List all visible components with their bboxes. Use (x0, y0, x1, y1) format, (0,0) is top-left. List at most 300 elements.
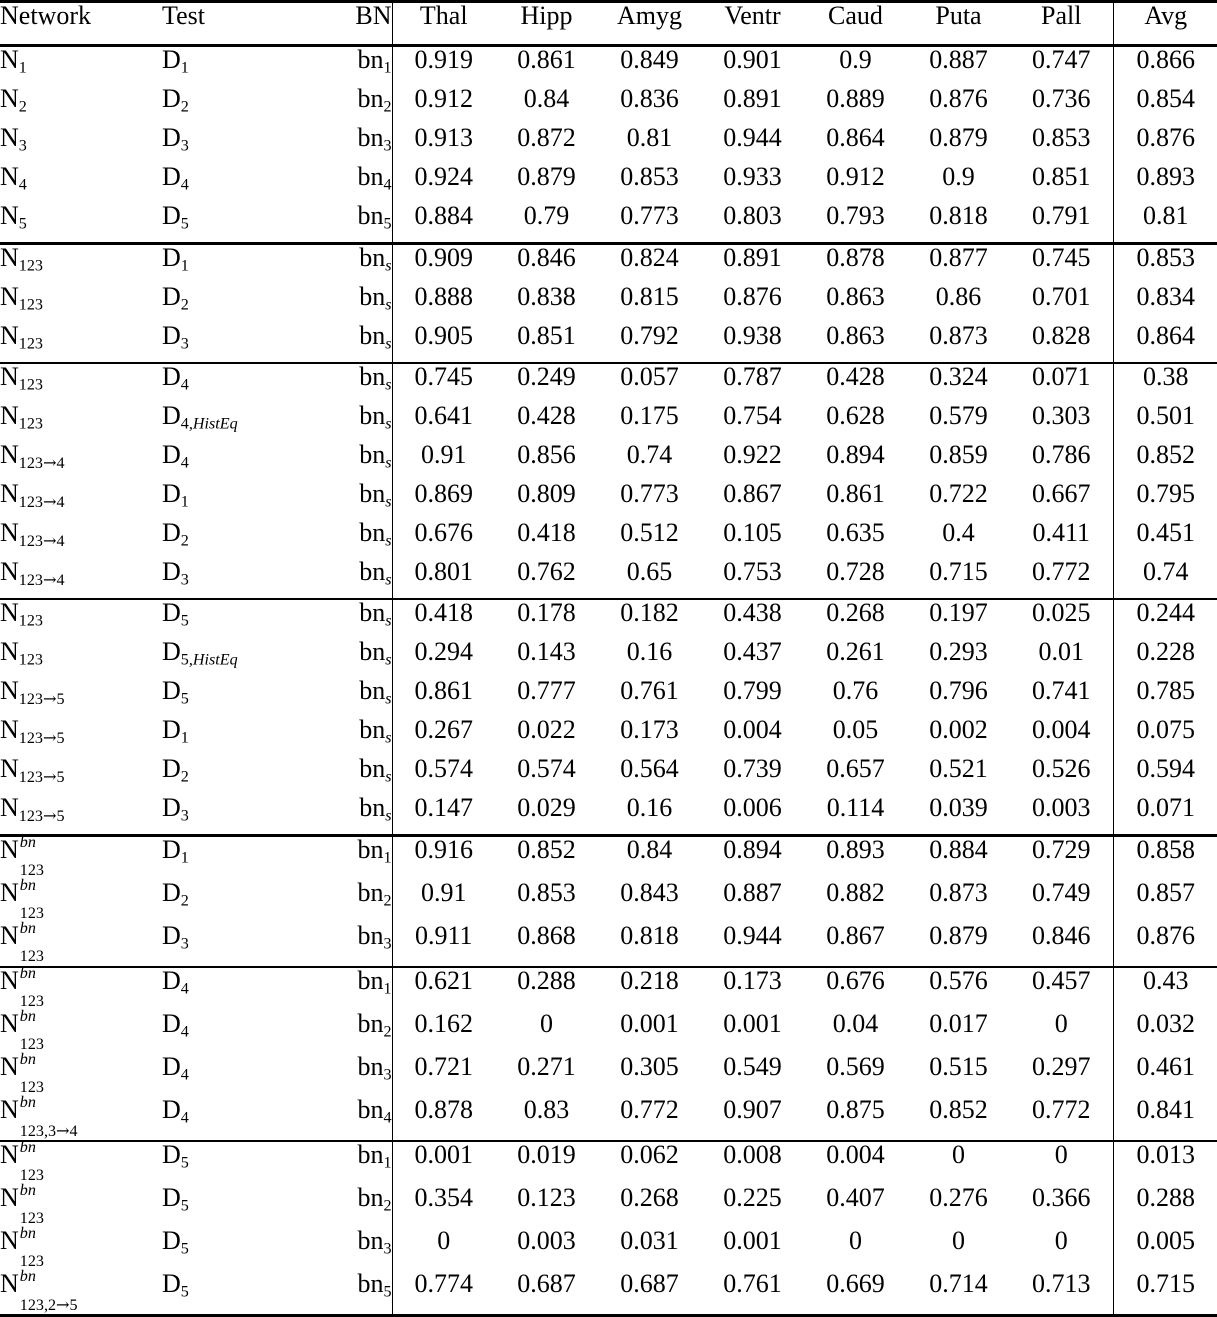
table-row (0, 1011, 1217, 1054)
cell-value-puta: 0.852 (907, 1097, 1010, 1141)
cell-network: $N_3$ (0, 125, 162, 164)
arrow-glyph: → (43, 453, 57, 472)
cell-value-caud: 0.863 (804, 284, 907, 323)
cell-value-ventr: 0.887 (701, 880, 804, 923)
cell-test: $D_4$ (162, 968, 312, 1011)
cell-value-avg: 0.075 (1113, 717, 1217, 756)
table-row (0, 203, 1217, 244)
table-row (0, 968, 1217, 1011)
cell-value-caud: 0.894 (804, 442, 907, 481)
cell-network: $N_{123}$ (0, 600, 162, 639)
cell-value-amyg: 0.173 (598, 717, 701, 756)
cell-bn: $bn_s$ (312, 639, 392, 678)
cell-value-puta: 0 (907, 1228, 1010, 1271)
cell-value-hipp: 0 (495, 1011, 598, 1054)
cell-value-avg: 0.876 (1113, 923, 1217, 967)
cell-value-avg: 0.244 (1113, 600, 1217, 639)
cell-value-ventr: 0.173 (701, 968, 804, 1011)
cell-value-puta: 0.887 (907, 47, 1010, 86)
cell-network: $N_{123\to 5}$ (0, 756, 162, 795)
cell-value-amyg: 0.818 (598, 923, 701, 967)
cell-value-pall: 0 (1010, 1228, 1113, 1271)
cell-network: $N_4$ (0, 164, 162, 203)
cell-value-avg: 0.857 (1113, 880, 1217, 923)
column-header-caud: Caud (804, 3, 907, 46)
cell-bn: $bn_s$ (312, 323, 392, 363)
cell-bn: $bn_s$ (312, 403, 392, 442)
cell-value-thal: 0.916 (392, 837, 495, 880)
cell-value-puta: 0.039 (907, 795, 1010, 836)
cell-value-ventr: 0.891 (701, 245, 804, 284)
cell-value-caud: 0.05 (804, 717, 907, 756)
cell-value-thal: 0.162 (392, 1011, 495, 1054)
cell-value-hipp: 0.019 (495, 1142, 598, 1185)
cell-value-hipp: 0.79 (495, 203, 598, 244)
cell-value-puta: 0.722 (907, 481, 1010, 520)
cell-value-amyg: 0.687 (598, 1271, 701, 1316)
cell-value-hipp: 0.418 (495, 520, 598, 559)
table-row (0, 639, 1217, 678)
cell-bn: $bn_s$ (312, 756, 392, 795)
table-row (0, 1142, 1217, 1185)
table-row (0, 837, 1217, 880)
cell-value-avg: 0.501 (1113, 403, 1217, 442)
cell-value-amyg: 0.792 (598, 323, 701, 363)
cell-value-pall: 0.851 (1010, 164, 1113, 203)
cell-value-amyg: 0.65 (598, 559, 701, 599)
cell-test: $D_5$ (162, 1142, 312, 1185)
cell-value-amyg: 0.268 (598, 1185, 701, 1228)
cell-value-hipp: 0.851 (495, 323, 598, 363)
cell-test: $D_3$ (162, 323, 312, 363)
cell-value-pall: 0.526 (1010, 756, 1113, 795)
cell-value-hipp: 0.809 (495, 481, 598, 520)
cell-value-thal: 0 (392, 1228, 495, 1271)
cell-value-avg: 0.74 (1113, 559, 1217, 599)
cell-value-ventr: 0.907 (701, 1097, 804, 1141)
cell-value-hipp: 0.84 (495, 86, 598, 125)
cell-value-caud: 0.875 (804, 1097, 907, 1141)
cell-network: $N_{123}$ (0, 245, 162, 284)
cell-network: $N_{123}$ (0, 403, 162, 442)
cell-network: $N_{123\to 4}$ (0, 520, 162, 559)
cell-value-amyg: 0.74 (598, 442, 701, 481)
table-header-row (0, 3, 1217, 46)
cell-value-caud: 0.863 (804, 323, 907, 363)
cell-value-ventr: 0.006 (701, 795, 804, 836)
cell-value-amyg: 0.772 (598, 1097, 701, 1141)
table-row (0, 47, 1217, 86)
table-row (0, 1185, 1217, 1228)
cell-value-pall: 0.366 (1010, 1185, 1113, 1228)
cell-value-thal: 0.888 (392, 284, 495, 323)
cell-value-hipp: 0.872 (495, 125, 598, 164)
arrow-glyph: → (43, 806, 57, 825)
cell-value-hipp: 0.853 (495, 880, 598, 923)
cell-value-ventr: 0.901 (701, 47, 804, 86)
cell-value-pall: 0.747 (1010, 47, 1113, 86)
cell-value-puta: 0.876 (907, 86, 1010, 125)
cell-value-hipp: 0.029 (495, 795, 598, 836)
cell-value-thal: 0.418 (392, 600, 495, 639)
cell-value-thal: 0.147 (392, 795, 495, 836)
table-row (0, 559, 1217, 599)
cell-network: $N_{123\to 5}$ (0, 717, 162, 756)
cell-value-caud: 0.114 (804, 795, 907, 836)
cell-value-pall: 0.667 (1010, 481, 1113, 520)
cell-value-thal: 0.354 (392, 1185, 495, 1228)
cell-value-thal: 0.911 (392, 923, 495, 967)
cell-test: $D_2$ (162, 880, 312, 923)
cell-test: $D_2$ (162, 520, 312, 559)
cell-value-caud: 0.728 (804, 559, 907, 599)
cell-value-amyg: 0.031 (598, 1228, 701, 1271)
cell-value-puta: 0.877 (907, 245, 1010, 284)
cell-value-caud: 0.004 (804, 1142, 907, 1185)
cell-network: N bn 123 (0, 1054, 162, 1097)
cell-value-puta: 0.879 (907, 125, 1010, 164)
cell-network: N bn 123 (0, 1142, 162, 1185)
cell-value-amyg: 0.062 (598, 1142, 701, 1185)
cell-value-ventr: 0.001 (701, 1228, 804, 1271)
cell-test: $D_1$ (162, 481, 312, 520)
cell-value-ventr: 0.225 (701, 1185, 804, 1228)
cell-value-avg: 0.852 (1113, 442, 1217, 481)
cell-value-caud: 0.864 (804, 125, 907, 164)
cell-value-caud: 0.76 (804, 678, 907, 717)
column-header-pall: Pall (1010, 3, 1113, 46)
cell-value-pall: 0.071 (1010, 364, 1113, 403)
cell-value-amyg: 0.512 (598, 520, 701, 559)
cell-bn: $bn_s$ (312, 442, 392, 481)
cell-value-ventr: 0.001 (701, 1011, 804, 1054)
cell-value-amyg: 0.305 (598, 1054, 701, 1097)
cell-value-pall: 0.457 (1010, 968, 1113, 1011)
cell-value-thal: 0.676 (392, 520, 495, 559)
table-row (0, 795, 1217, 836)
cell-value-avg: 0.38 (1113, 364, 1217, 403)
cell-test: $D_5$ (162, 1185, 312, 1228)
table-row (0, 323, 1217, 363)
cell-value-pall: 0.772 (1010, 1097, 1113, 1141)
cell-value-hipp: 0.288 (495, 968, 598, 1011)
cell-value-caud: 0.635 (804, 520, 907, 559)
cell-bn: $bn_2$ (312, 1011, 392, 1054)
cell-bn: $bn_s$ (312, 795, 392, 836)
cell-value-caud: 0.893 (804, 837, 907, 880)
cell-value-hipp: 0.838 (495, 284, 598, 323)
cell-value-avg: 0.785 (1113, 678, 1217, 717)
cell-value-ventr: 0.891 (701, 86, 804, 125)
cell-value-puta: 0.017 (907, 1011, 1010, 1054)
cell-test: $D_2$ (162, 284, 312, 323)
cell-value-puta: 0.879 (907, 923, 1010, 967)
cell-value-hipp: 0.003 (495, 1228, 598, 1271)
table-row (0, 403, 1217, 442)
cell-value-avg: 0.854 (1113, 86, 1217, 125)
cell-network: $N_{123}$ (0, 364, 162, 403)
cell-bn: $bn_s$ (312, 520, 392, 559)
cell-bn: $bn_2$ (312, 880, 392, 923)
cell-bn: $bn_1$ (312, 47, 392, 86)
cell-value-amyg: 0.815 (598, 284, 701, 323)
cell-network: N bn 123 (0, 968, 162, 1011)
cell-value-thal: 0.91 (392, 442, 495, 481)
cell-value-caud: 0 (804, 1228, 907, 1271)
cell-test: $D_1$ (162, 47, 312, 86)
cell-value-amyg: 0.84 (598, 837, 701, 880)
cell-value-hipp: 0.143 (495, 639, 598, 678)
cell-value-avg: 0.005 (1113, 1228, 1217, 1271)
cell-value-hipp: 0.83 (495, 1097, 598, 1141)
cell-value-caud: 0.793 (804, 203, 907, 244)
cell-value-ventr: 0.008 (701, 1142, 804, 1185)
cell-value-amyg: 0.773 (598, 203, 701, 244)
cell-value-caud: 0.261 (804, 639, 907, 678)
cell-value-puta: 0.859 (907, 442, 1010, 481)
cell-value-avg: 0.071 (1113, 795, 1217, 836)
cell-value-caud: 0.628 (804, 403, 907, 442)
cell-value-thal: 0.574 (392, 756, 495, 795)
cell-value-pall: 0.01 (1010, 639, 1113, 678)
arrow-glyph: → (43, 689, 57, 708)
cell-value-avg: 0.288 (1113, 1185, 1217, 1228)
cell-value-pall: 0.741 (1010, 678, 1113, 717)
arrow-glyph: → (43, 492, 57, 511)
table-row (0, 1228, 1217, 1271)
table-row (0, 520, 1217, 559)
table-row (0, 880, 1217, 923)
cell-test: $D_3$ (162, 923, 312, 967)
column-header-test: Test (162, 3, 312, 46)
cell-bn: $bn_5$ (312, 203, 392, 244)
cell-value-amyg: 0.16 (598, 639, 701, 678)
cell-value-amyg: 0.843 (598, 880, 701, 923)
cell-value-avg: 0.43 (1113, 968, 1217, 1011)
cell-network: $N_2$ (0, 86, 162, 125)
cell-test: $D_4$ (162, 164, 312, 203)
cell-value-amyg: 0.057 (598, 364, 701, 403)
cell-value-pall: 0.828 (1010, 323, 1113, 363)
cell-test: $D_5$ (162, 1228, 312, 1271)
cell-value-hipp: 0.574 (495, 756, 598, 795)
cell-network: N bn 123 (0, 880, 162, 923)
cell-value-caud: 0.912 (804, 164, 907, 203)
cell-network: $N_{123}$ (0, 284, 162, 323)
cell-test: $D_4$ (162, 364, 312, 403)
cell-network: N bn 123,2→5 (0, 1271, 162, 1316)
cell-bn: $bn_s$ (312, 678, 392, 717)
cell-value-ventr: 0.933 (701, 164, 804, 203)
cell-network: $N_{123}$ (0, 323, 162, 363)
cell-value-puta: 0 (907, 1142, 1010, 1185)
cell-value-thal: 0.801 (392, 559, 495, 599)
cell-value-thal: 0.905 (392, 323, 495, 363)
arrow-glyph: → (56, 1295, 70, 1314)
cell-value-ventr: 0.803 (701, 203, 804, 244)
cell-value-hipp: 0.861 (495, 47, 598, 86)
cell-value-caud: 0.268 (804, 600, 907, 639)
cell-value-thal: 0.774 (392, 1271, 495, 1316)
table-row (0, 678, 1217, 717)
cell-test: $D_2$ (162, 756, 312, 795)
cell-value-ventr: 0.876 (701, 284, 804, 323)
cell-value-avg: 0.228 (1113, 639, 1217, 678)
cell-value-puta: 0.4 (907, 520, 1010, 559)
cell-value-avg: 0.594 (1113, 756, 1217, 795)
column-header-network: Network (0, 3, 162, 46)
cell-value-pall: 0.303 (1010, 403, 1113, 442)
cell-network: N bn 123,3→4 (0, 1097, 162, 1141)
cell-value-puta: 0.576 (907, 968, 1010, 1011)
cell-bn: $bn_s$ (312, 600, 392, 639)
cell-test: $D_{5,HistEq}$ (162, 639, 312, 678)
cell-bn: $bn_3$ (312, 125, 392, 164)
cell-value-puta: 0.9 (907, 164, 1010, 203)
cell-value-avg: 0.853 (1113, 245, 1217, 284)
cell-value-caud: 0.861 (804, 481, 907, 520)
cell-test: $D_2$ (162, 86, 312, 125)
cell-test: $D_{4,HistEq}$ (162, 403, 312, 442)
cell-test: $D_3$ (162, 125, 312, 164)
cell-value-hipp: 0.271 (495, 1054, 598, 1097)
cell-value-thal: 0.869 (392, 481, 495, 520)
table-row (0, 125, 1217, 164)
cell-value-hipp: 0.687 (495, 1271, 598, 1316)
table-row (0, 164, 1217, 203)
cell-bn: $bn_s$ (312, 559, 392, 599)
table-row (0, 600, 1217, 639)
cell-value-pall: 0.772 (1010, 559, 1113, 599)
cell-value-pall: 0.004 (1010, 717, 1113, 756)
table-row (0, 1097, 1217, 1141)
cell-value-hipp: 0.123 (495, 1185, 598, 1228)
cell-value-thal: 0.912 (392, 86, 495, 125)
cell-value-amyg: 0.16 (598, 795, 701, 836)
cell-value-caud: 0.04 (804, 1011, 907, 1054)
table-row (0, 86, 1217, 125)
cell-value-pall: 0.846 (1010, 923, 1113, 967)
arrow-glyph: → (43, 531, 57, 550)
cell-value-pall: 0.003 (1010, 795, 1113, 836)
cell-value-hipp: 0.428 (495, 403, 598, 442)
cell-value-ventr: 0.761 (701, 1271, 804, 1316)
cell-network: N bn 123 (0, 837, 162, 880)
cell-value-ventr: 0.754 (701, 403, 804, 442)
cell-value-puta: 0.796 (907, 678, 1010, 717)
cell-network: N bn 123 (0, 1228, 162, 1271)
cell-bn: $bn_s$ (312, 245, 392, 284)
cell-value-caud: 0.676 (804, 968, 907, 1011)
cell-value-caud: 0.882 (804, 880, 907, 923)
table-row (0, 717, 1217, 756)
cell-value-ventr: 0.753 (701, 559, 804, 599)
cell-value-hipp: 0.852 (495, 837, 598, 880)
cell-value-pall: 0.749 (1010, 880, 1113, 923)
cell-value-ventr: 0.004 (701, 717, 804, 756)
cell-value-thal: 0.878 (392, 1097, 495, 1141)
cell-value-pall: 0.411 (1010, 520, 1113, 559)
cell-network: N bn 123 (0, 1185, 162, 1228)
table-row (0, 364, 1217, 403)
cell-bn: $bn_4$ (312, 164, 392, 203)
arrow-glyph: → (43, 767, 57, 786)
cell-test: $D_1$ (162, 245, 312, 284)
cell-value-puta: 0.515 (907, 1054, 1010, 1097)
cell-network: N bn 123 (0, 1011, 162, 1054)
cell-value-pall: 0.713 (1010, 1271, 1113, 1316)
cell-network: $N_{123\to 5}$ (0, 795, 162, 836)
cell-network: $N_{123\to 4}$ (0, 559, 162, 599)
cell-value-puta: 0.715 (907, 559, 1010, 599)
cell-bn: $bn_2$ (312, 1185, 392, 1228)
cell-value-avg: 0.032 (1113, 1011, 1217, 1054)
cell-value-thal: 0.884 (392, 203, 495, 244)
cell-value-amyg: 0.773 (598, 481, 701, 520)
column-header-thal: Thal (392, 3, 495, 46)
table-row (0, 245, 1217, 284)
cell-value-ventr: 0.938 (701, 323, 804, 363)
cell-value-thal: 0.745 (392, 364, 495, 403)
cell-value-thal: 0.913 (392, 125, 495, 164)
cell-test: $D_4$ (162, 1011, 312, 1054)
cell-value-ventr: 0.922 (701, 442, 804, 481)
cell-value-thal: 0.641 (392, 403, 495, 442)
cell-value-hipp: 0.777 (495, 678, 598, 717)
cell-value-pall: 0.025 (1010, 600, 1113, 639)
cell-value-amyg: 0.824 (598, 245, 701, 284)
cell-test: $D_1$ (162, 837, 312, 880)
cell-network: $N_{123\to 5}$ (0, 678, 162, 717)
cell-value-puta: 0.873 (907, 880, 1010, 923)
cell-value-hipp: 0.856 (495, 442, 598, 481)
cell-value-ventr: 0.549 (701, 1054, 804, 1097)
cell-value-avg: 0.858 (1113, 837, 1217, 880)
cell-bn: $bn_5$ (312, 1271, 392, 1316)
column-header-avg: Avg (1113, 3, 1217, 46)
cell-value-avg: 0.834 (1113, 284, 1217, 323)
cell-bn: $bn_s$ (312, 717, 392, 756)
cell-value-puta: 0.276 (907, 1185, 1010, 1228)
cell-value-caud: 0.878 (804, 245, 907, 284)
column-header-amyg: Amyg (598, 3, 701, 46)
cell-value-puta: 0.86 (907, 284, 1010, 323)
table-row (0, 442, 1217, 481)
cell-value-avg: 0.876 (1113, 125, 1217, 164)
cell-bn: $bn_1$ (312, 1142, 392, 1185)
cell-bn: $bn_s$ (312, 284, 392, 323)
cell-value-amyg: 0.853 (598, 164, 701, 203)
table-row (0, 1271, 1217, 1316)
cell-value-ventr: 0.944 (701, 125, 804, 164)
cell-test: $D_4$ (162, 1054, 312, 1097)
cell-value-amyg: 0.175 (598, 403, 701, 442)
cell-network: $N_{123\to 4}$ (0, 442, 162, 481)
cell-test: $D_3$ (162, 559, 312, 599)
cell-bn: $bn_2$ (312, 86, 392, 125)
cell-value-thal: 0.919 (392, 47, 495, 86)
table-row (0, 284, 1217, 323)
cell-value-thal: 0.861 (392, 678, 495, 717)
cell-value-hipp: 0.879 (495, 164, 598, 203)
cell-value-avg: 0.795 (1113, 481, 1217, 520)
cell-value-puta: 0.521 (907, 756, 1010, 795)
cell-value-avg: 0.451 (1113, 520, 1217, 559)
cell-bn: $bn_3$ (312, 1228, 392, 1271)
cell-bn: $bn_3$ (312, 923, 392, 967)
cell-value-ventr: 0.438 (701, 600, 804, 639)
cell-value-pall: 0.736 (1010, 86, 1113, 125)
